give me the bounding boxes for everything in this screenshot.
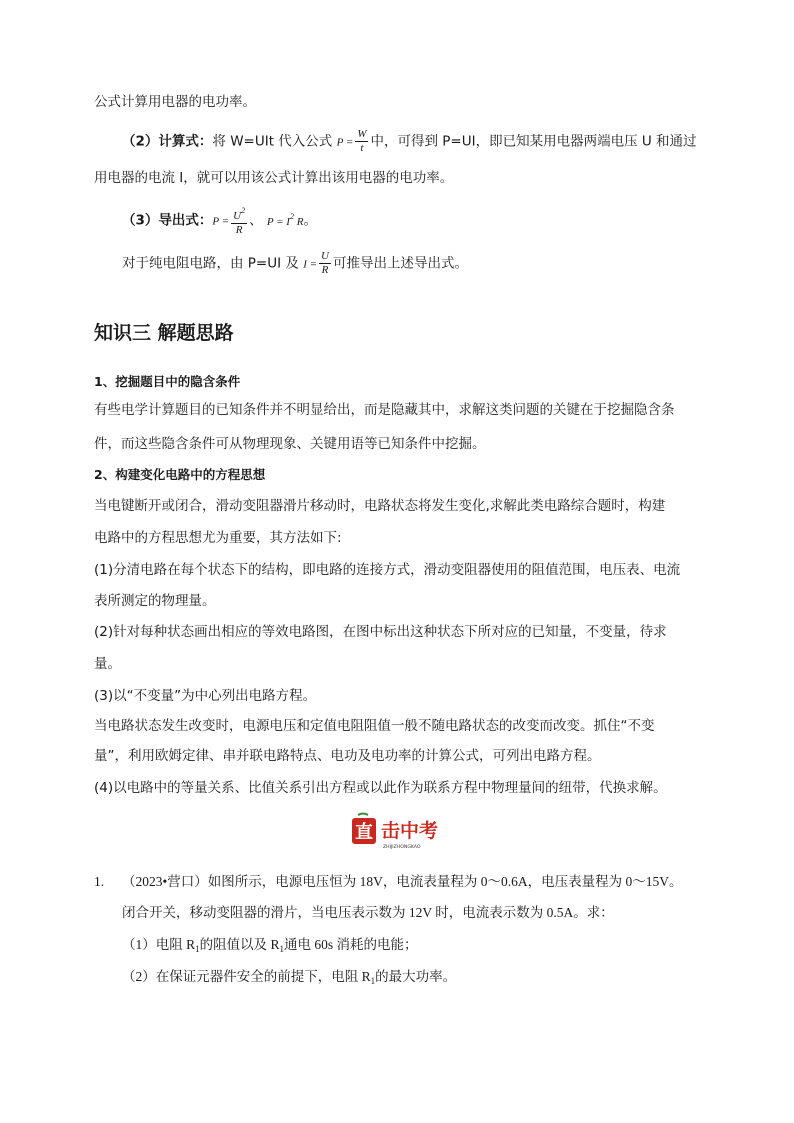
step-4-line-1: (4)以电路中的等量关系、比值关系引出方程或以此作为联系方程中物理量间的纽带，代换求解。 xyxy=(94,780,667,796)
logo-seal-char: 直 xyxy=(355,822,373,843)
pure-frac-den: R xyxy=(321,264,329,276)
calc-formula-lhs: P = xyxy=(336,136,354,149)
derived-paragraph xyxy=(122,204,317,237)
step-3-line-3: 量”，利用欧姆定律、串并联电路特点、电功及电功率的计算公式，可列出电路方程。 xyxy=(94,748,601,764)
derived-frac-den-1: R xyxy=(235,224,243,236)
derived-label: （3）导出式： xyxy=(122,212,213,229)
pure-resistor-paragraph xyxy=(122,250,468,277)
calc-paragraph xyxy=(122,128,697,155)
calc-fraction xyxy=(355,128,368,155)
question-number: 1. xyxy=(94,874,105,889)
derived-frac-num-1: $U^2$ xyxy=(233,206,246,222)
step-2-line-2: 量。 xyxy=(94,656,121,672)
pure-fraction xyxy=(319,250,331,277)
derived-fraction-1 xyxy=(231,204,247,237)
step-2-line-1: (2)针对每种状态画出相应的等效电路图，在图中标出这种状态下所对应的已知量，不变量，待求 xyxy=(94,624,667,640)
brand-logo xyxy=(350,812,442,852)
step-1-line-2: 表所测定的物理量。 xyxy=(94,593,216,609)
leaf-icon xyxy=(358,814,368,816)
step-3-line-2: 当电路状态发生改变时，电源电压和定值电阻阻值一般不随电路状态的改变而改变。抓住“不变 xyxy=(94,718,655,734)
section-title: 知识三 解题思路 xyxy=(94,322,234,344)
question-line-1: （2023•营口）如图所示，电源电压恒为 18V，电流表量程为 0～0.6A，电压表量程为 0～15V。 xyxy=(122,874,683,889)
intro-line-1: 公式计算用电器的电功率。 xyxy=(94,94,256,110)
point-2-title: 2、构建变化电路中的方程思想 xyxy=(94,467,266,482)
calc-frac-num: W xyxy=(357,128,367,140)
point-1-line-1: 有些电学计算题目的已知条件并不明显给出，而是隐藏其中，求解这类问题的关键在于挖掘隐含条 xyxy=(94,402,675,418)
pure-text-a: 对于纯电阻电路，由 P=UI 及 xyxy=(122,255,299,272)
derived-end: 。 xyxy=(303,212,317,229)
question-line-2: 闭合开关，移动变阻器的滑片，当电压表示数为 12V 时，电流表示数为 0.5A。求： xyxy=(122,905,614,920)
calc-line-2: 用电器的电流 I，就可以用该公式计算出该用电器的电功率。 xyxy=(94,170,454,186)
calc-frac-den: t xyxy=(360,142,364,154)
calc-label: （2）计算式： xyxy=(122,133,213,150)
logo-pinyin: ZHIJIZHONGKAO xyxy=(383,845,421,850)
pure-lhs: I = xyxy=(303,258,318,271)
pure-text-b: 可推导出上述导出式。 xyxy=(333,255,468,272)
point-1-title: 1、挖掘题目中的隐含条件 xyxy=(94,374,241,389)
derived-sep: 、 xyxy=(249,212,263,229)
point-2-line-2: 电路中的方程思想尤为重要，其方法如下: xyxy=(94,530,342,546)
logo-brand: 击中考 xyxy=(381,820,439,842)
point-1-line-2: 件，而这些隐含条件可从物理现象、关键用语等已知条件中挖掘。 xyxy=(94,436,486,452)
derived-expr-2: $P = I^2$ R xyxy=(266,211,304,228)
pure-frac-num: U xyxy=(321,250,329,262)
point-2-line-1: 当电键断开或闭合，滑动变阻器滑片移动时，电路状态将发生变化,求解此类电路综合题时，构建 xyxy=(94,498,666,514)
question-part-2: （2）在保证元器件安全的前提下，电阻 $R_1$的最大功率。 xyxy=(122,969,457,986)
derived-lhs-1: P = xyxy=(212,215,230,228)
step-3-line-1: (3)以“不变量”为中心列出电路方程。 xyxy=(94,688,317,704)
calc-text-a: 将 W=UIt 代入公式 xyxy=(212,133,333,150)
question-part-1: （1）电阻 $R_1$的阻值以及 $R_1$通电 60s 消耗的电能； xyxy=(122,937,418,954)
calc-text-b: 中，可得到 P=UI，即已知某用电器两端电压 U 和通过 xyxy=(370,133,697,150)
step-1-line-1: (1)分清电路在每个状态下的结构，即电路的连接方式，滑动变阻器使用的阻值范围，电压表、电流 xyxy=(94,562,681,578)
